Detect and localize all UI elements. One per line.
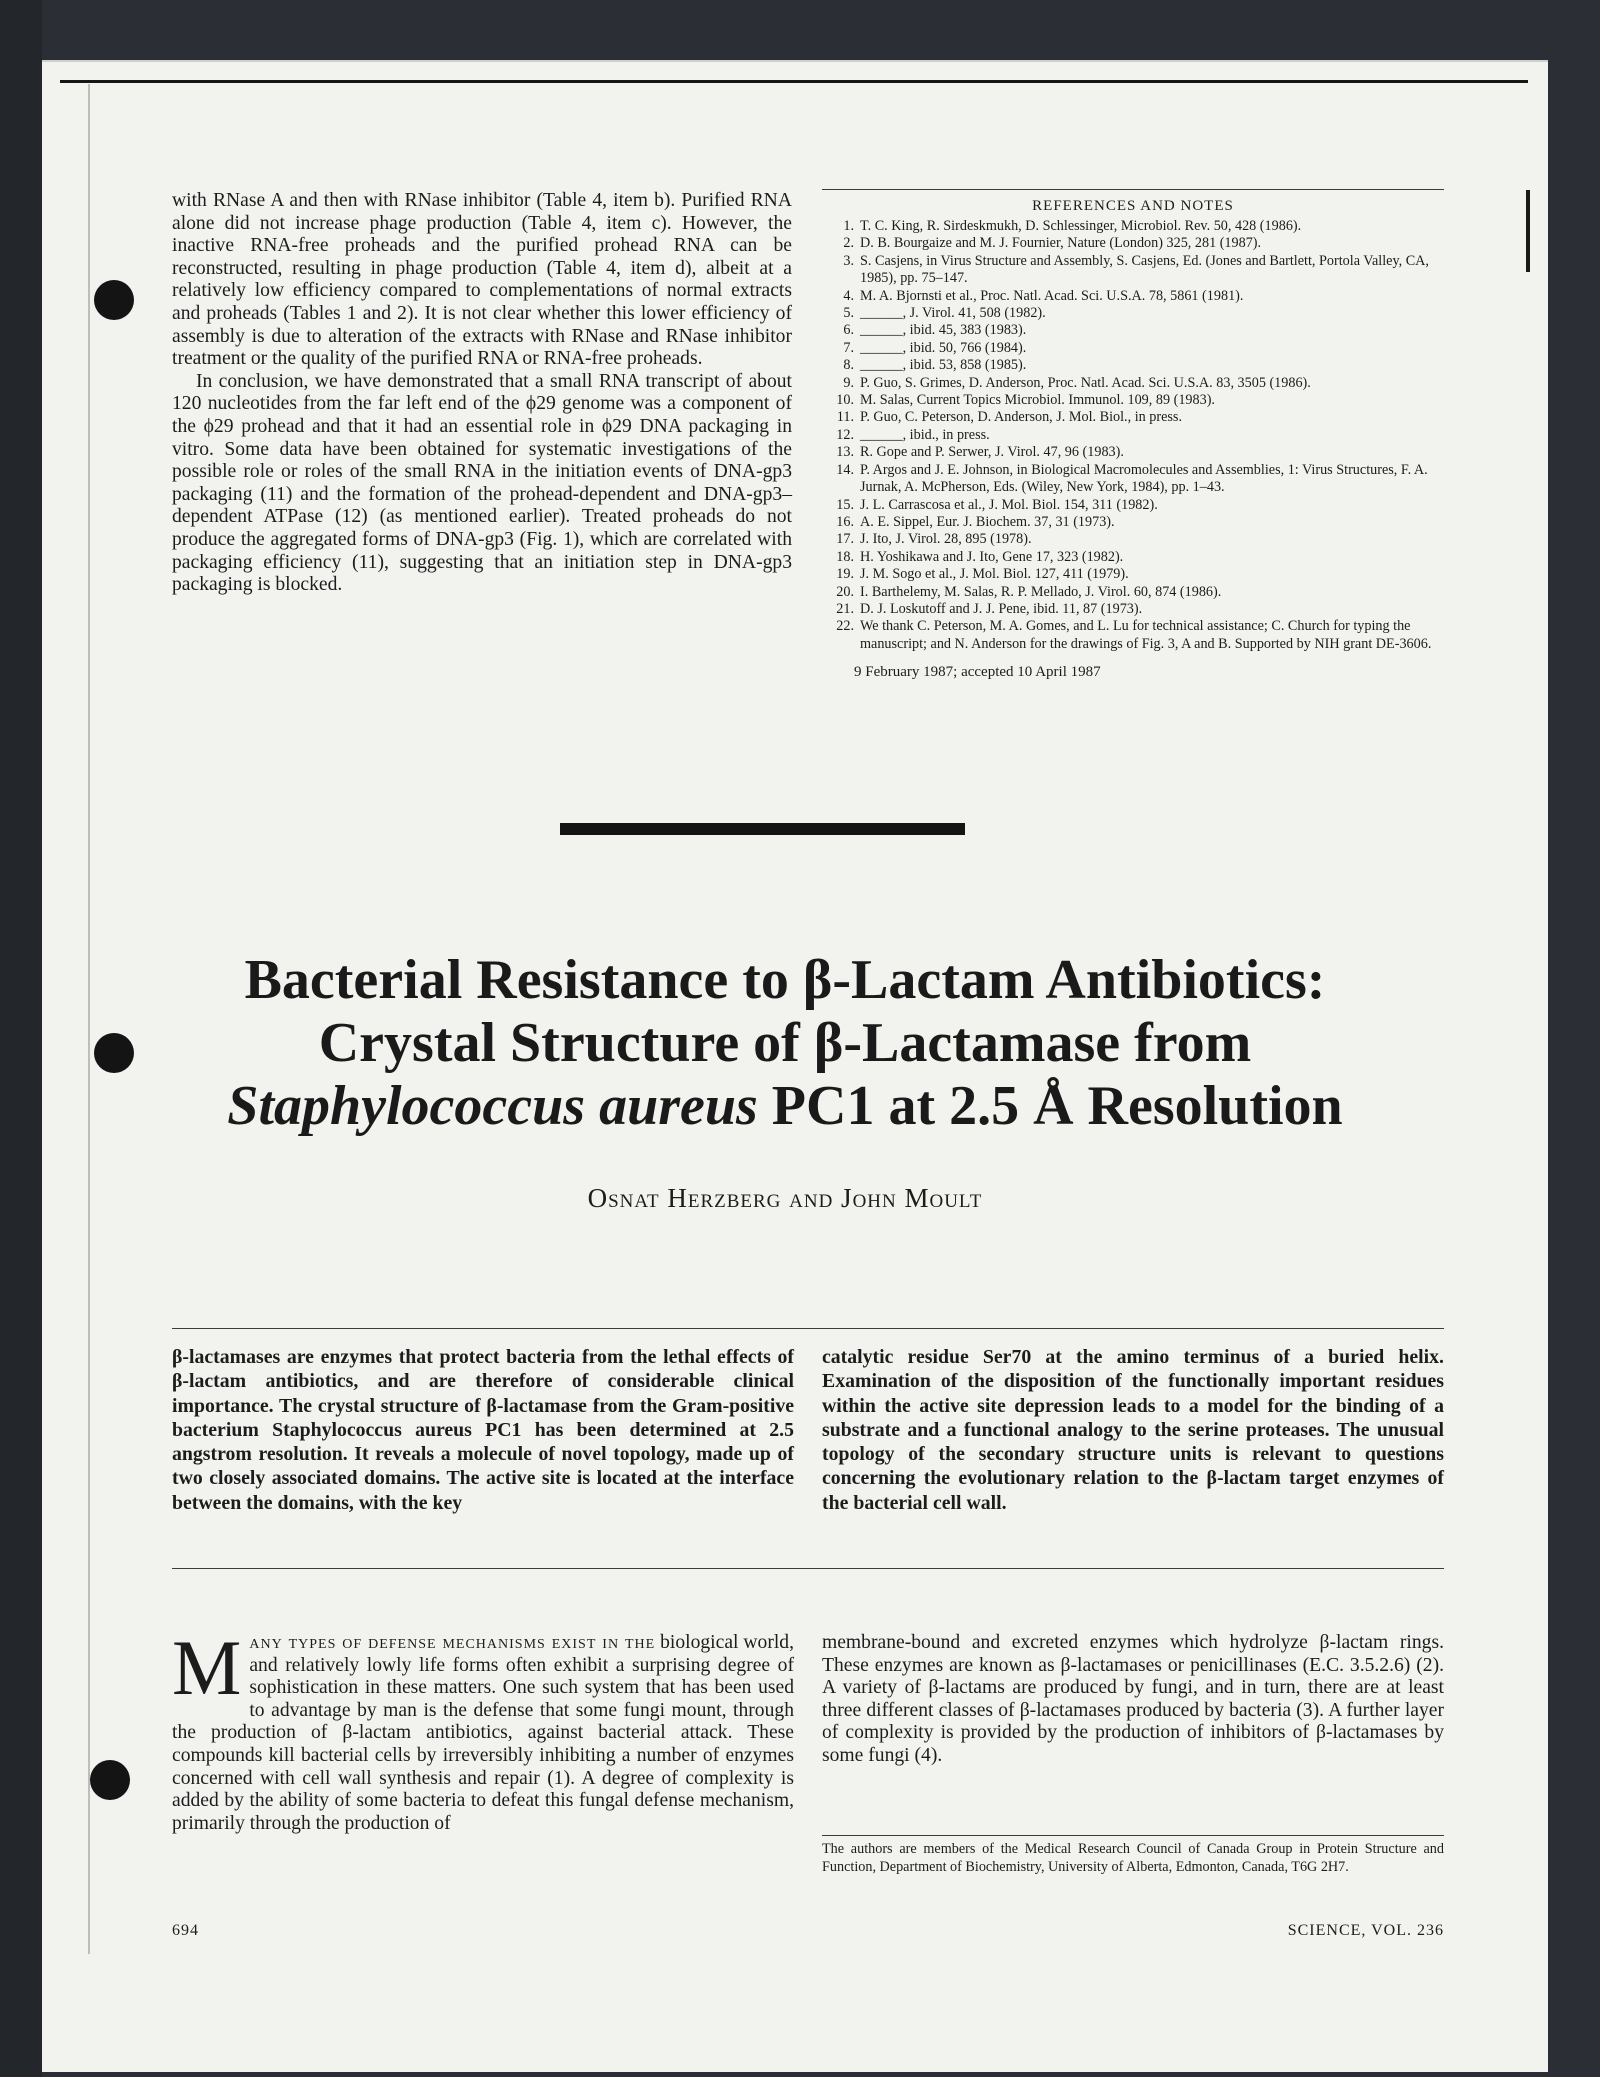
- intro-right-column: [822, 1632, 1444, 1768]
- punch-hole-top: [94, 280, 134, 320]
- reference-item: [822, 392, 1444, 409]
- article-title-line-2: Crystal Structure of β-Lactamase from: [318, 1012, 1252, 1074]
- reference-text: H. Yoshikawa and J. Ito, Gene 17, 323 (1982).: [860, 548, 1124, 565]
- reference-item: [822, 305, 1444, 322]
- reference-text: D. J. Loskutoff and J. J. Pene, ibid. 11, 87 (1973).: [860, 600, 1143, 617]
- reference-text: M. A. Bjornsti et al., Proc. Natl. Acad. Sci. U.S.A. 78, 5861 (1981).: [860, 287, 1244, 304]
- received-dates: 9 February 1987; accepted 10 April 1987: [854, 664, 1101, 681]
- title-rest: PC1 at 2.5 Å Resolution: [757, 1075, 1343, 1137]
- page-number: 694: [172, 1922, 199, 1939]
- reference-item: [822, 584, 1444, 601]
- intro-smallcaps: any types of defense mechanisms exist in the: [249, 1632, 656, 1653]
- reference-item: [822, 357, 1444, 374]
- reference-item: [822, 566, 1444, 583]
- abstract-bottom-rule: [172, 1568, 1444, 1569]
- reference-number: 18.: [836, 548, 854, 565]
- author-affiliation: The authors are members of the Medical Research Council of Canada Group in Protein Structure and Function, Department of Biochemistry, University of Alberta, Edmonton, Canada, T6G 2H7.: [822, 1841, 1444, 1875]
- reference-number: 17.: [836, 531, 854, 548]
- reference-item: [822, 618, 1444, 653]
- reference-item: [822, 462, 1444, 497]
- reference-item: [822, 427, 1444, 444]
- reference-number: 13.: [836, 444, 854, 461]
- paragraph: with RNase A and then with RNase inhibitor (Table 4, item b). Purified RNA alone did not increase phage production (Table 4, item c). However, the inactive RNA-free proheads and the purified prohead RNA can be reconstructed, resulting in phage production (Table 4, item d), albeit at a relatively low efficiency compared to complementations of normal extracts and proheads (Tables 1 and 2). It is not clear whether this lower efficiency of assembly is due to alteration of the extracts with RNase and RNase inhibitor treatment or the quality of the purified RNA or RNA-free proheads.: [172, 190, 792, 370]
- article-title-line-1: Bacterial Resistance to β-Lactam Antibiotics:: [244, 949, 1326, 1011]
- paragraph: membrane-bound and excreted enzymes which hydrolyze β-lactam rings. These enzymes are known as β-lactamases or penicillinases (E.C. 3.5.2.6) (2). A variety of β-lactams are produced by fungi, and in turn, there are at least three different classes of β-lactamases produced by bacteria (3). A further layer of complexity is provided by the production of inhibitors of β-lactamases by some fungi (4).: [822, 1632, 1444, 1766]
- article-separator-bar: [560, 823, 965, 835]
- intro-left-column: [172, 1624, 794, 1835]
- reference-number: 14.: [836, 461, 854, 478]
- references-rule: [822, 189, 1444, 190]
- reference-number: 6.: [843, 322, 854, 339]
- journal-footer: SCIENCE, VOL. 236: [1287, 1922, 1444, 1939]
- reference-item: [822, 288, 1444, 305]
- reference-text: P. Guo, C. Peterson, D. Anderson, J. Mol. Biol., in press.: [860, 409, 1182, 426]
- abstract-right: catalytic residue Ser70 at the amino terminus of a buried helix. Examination of the disposition of the functionally important residues within the active site depression leads to a model for the binding of a substrate and a functional analogy to the serine proteases. The unusual topology of the secondary structure units is relevant to questions concerning the evolutionary relation to the β-lactam target enzymes of the bacterial cell wall.: [822, 1346, 1444, 1514]
- reference-text: T. C. King, R. Sirdeskmukh, D. Schlessinger, Microbiol. Rev. 50, 428 (1986).: [860, 218, 1302, 234]
- reference-number: 5.: [843, 305, 854, 322]
- reference-item: [822, 444, 1444, 461]
- reference-text: P. Argos and J. E. Johnson, in Biological Macromolecules and Assemblies, 1: Virus Structures, F. A. Jurnak, A. McPherson, Eds. (Wiley, New York, 1984), pp. 1–43.: [860, 461, 1428, 496]
- drop-cap: M: [172, 1624, 242, 1711]
- reference-number: 4.: [843, 287, 854, 304]
- reference-text: ______, ibid. 50, 766 (1984).: [860, 339, 1027, 356]
- reference-number: 21.: [836, 600, 854, 617]
- reference-text: S. Casjens, in Virus Structure and Assembly, S. Casjens, Ed. (Jones and Bartlett, Portola Valley, CA, 1985), pp. 75–147.: [860, 252, 1429, 287]
- reference-number: 20.: [836, 583, 854, 600]
- reference-number: 1.: [843, 218, 854, 234]
- margin-mark: [1526, 190, 1530, 272]
- reference-number: 8.: [843, 357, 854, 374]
- reference-text: We thank C. Peterson, M. A. Gomes, and L. Lu for technical assistance; C. Church for typing the manuscript; and N. Anderson for the drawings of Fig. 3, A and B. Supported by NIH grant DE-3606.: [860, 618, 1432, 652]
- reference-number: 2.: [843, 235, 854, 252]
- reference-text: R. Gope and P. Serwer, J. Virol. 47, 96 (1983).: [860, 444, 1124, 461]
- reference-text: J. Ito, J. Virol. 28, 895 (1978).: [860, 531, 1032, 548]
- reference-number: 11.: [836, 409, 854, 426]
- reference-item: [822, 531, 1444, 548]
- reference-item: [822, 549, 1444, 566]
- reference-item: [822, 235, 1444, 252]
- article-title-line-3: [80, 1076, 1490, 1136]
- reference-number: 9.: [843, 374, 854, 391]
- body-text: biological world, and relatively lowly life forms often exhibit a surprising degree of sophistication in these matters. One such system that has been used to advantage by man is the defense that some fungi mount, through the production of β-lactam antibiotics, against bacterial attack. These compounds kill bacterial cells by irreversibly inhibiting a number of enzymes concerned with cell wall synthesis and repair (1). A degree of complexity is added by the ability of some bacteria to defeat this fungal defense mechanism, primarily through the production of: [172, 1632, 794, 1834]
- reference-text: J. L. Carrascosa et al., J. Mol. Biol. 154, 311 (1982).: [860, 496, 1158, 513]
- species-name: Staphylococcus aureus: [227, 1075, 758, 1137]
- reference-item: [822, 409, 1444, 426]
- reference-number: 12.: [836, 426, 854, 443]
- reference-item: [822, 253, 1444, 288]
- reference-text: D. B. Bourgaize and M. J. Fournier, Nature (London) 325, 281 (1987).: [860, 235, 1262, 252]
- reference-number: 22.: [836, 618, 854, 635]
- reference-item: [822, 514, 1444, 531]
- reference-item: [822, 340, 1444, 357]
- reference-item: [822, 497, 1444, 514]
- reference-text: ______, J. Virol. 41, 508 (1982).: [860, 305, 1046, 322]
- reference-text: P. Guo, S. Grimes, D. Anderson, Proc. Natl. Acad. Sci. U.S.A. 83, 3505 (1986).: [860, 374, 1311, 391]
- reference-item: [822, 375, 1444, 392]
- abstract-left: β-lactamases are enzymes that protect bacteria from the lethal effects of β-lactam antibiotics, and are therefore of considerable clinical importance. The crystal structure of β-lactamase from the Gram-positive bacterium Staphylococcus aureus PC1 has been determined at 2.5 angstrom resolution. It reveals a molecule of novel topology, made up of two closely associated domains. The active site is located at the interface between the domains, with the key: [172, 1346, 794, 1514]
- reference-text: ______, ibid. 45, 383 (1983).: [860, 322, 1027, 339]
- reference-number: 16.: [836, 513, 854, 530]
- reference-item: [822, 601, 1444, 618]
- scanner-background: [0, 0, 42, 2077]
- reference-number: 7.: [843, 339, 854, 356]
- reference-text: I. Barthelemy, M. Salas, R. P. Mellado, J. Virol. 60, 874 (1986).: [860, 583, 1222, 600]
- references-heading: REFERENCES AND NOTES: [1032, 198, 1234, 214]
- reference-text: M. Salas, Current Topics Microbiol. Immunol. 109, 89 (1983).: [860, 392, 1215, 409]
- punch-hole-bottom: [90, 1760, 130, 1800]
- reference-text: ______, ibid. 53, 858 (1985).: [860, 357, 1027, 374]
- reference-number: 10.: [836, 392, 854, 409]
- affiliation-rule: [822, 1835, 1444, 1836]
- references-list: [822, 218, 1444, 653]
- reference-text: A. E. Sippel, Eur. J. Biochem. 37, 31 (1973).: [860, 513, 1115, 530]
- reference-text: ______, ibid., in press.: [860, 426, 990, 443]
- reference-text: J. M. Sogo et al., J. Mol. Biol. 127, 411 (1979).: [860, 566, 1129, 583]
- left-column-continued-text: [172, 190, 792, 597]
- authors: Osnat Herzberg and John Moult: [587, 1183, 983, 1213]
- reference-item: [822, 322, 1444, 339]
- paragraph: In conclusion, we have demonstrated that a small RNA transcript of about 120 nucleotides from the far left end of the ϕ29 genome was a component of the ϕ29 prohead and that it had an essential role in ϕ29 DNA packaging in vitro. Some data have been obtained for systematic investigations of the possible role or roles of the small RNA in the initiation events of DNA-gp3 packaging (11) and the formation of the prohead-dependent and DNA-gp3–dependent ATPase (12) (as mentioned earlier). Treated proheads do not produce the aggregated forms of DNA-gp3 (Fig. 1), which are correlated with packaging efficiency (11), suggesting that an initiation step in DNA-gp3 packaging is blocked.: [172, 370, 792, 596]
- reference-number: 3.: [843, 252, 854, 269]
- references-section: [822, 198, 1444, 682]
- reference-number: 15.: [836, 496, 854, 513]
- reference-number: 19.: [836, 566, 854, 583]
- page-top-border: [60, 80, 1528, 83]
- reference-item: [822, 218, 1444, 235]
- abstract-top-rule: [172, 1328, 1444, 1329]
